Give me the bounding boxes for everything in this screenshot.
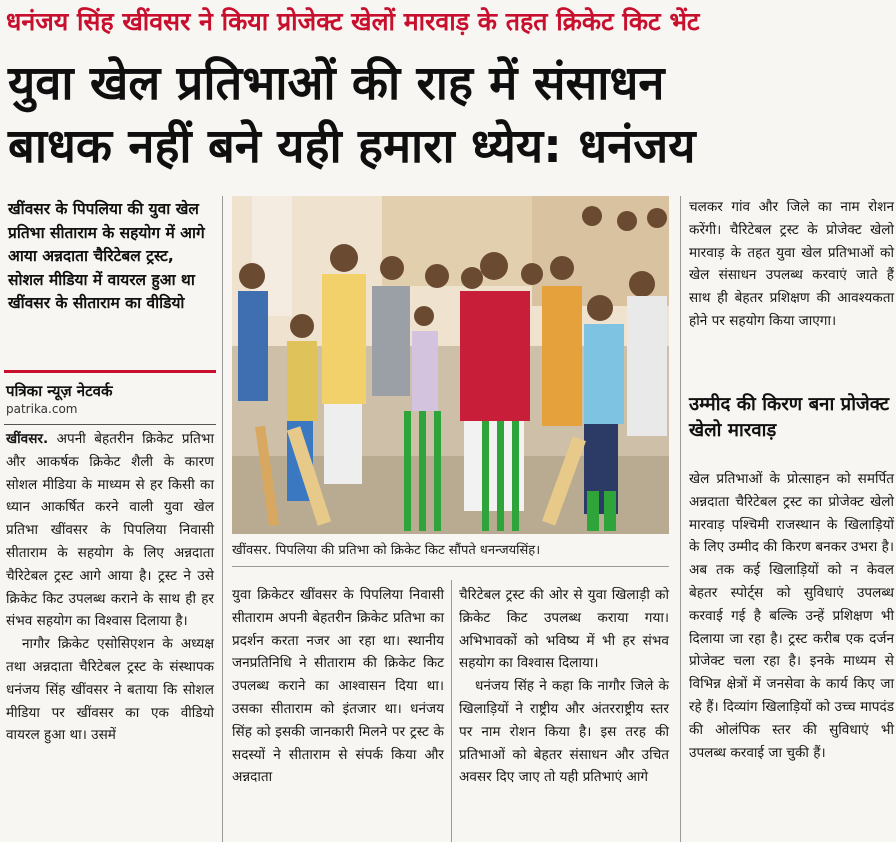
divider-thin (4, 424, 216, 425)
kicker-headline: धनंजय सिंह खींवसर ने किया प्रोजेक्ट खेलों मारवाड़ के तहत क्रिकेट किट भेंट (6, 7, 700, 36)
col4-paragraph-2: खेल प्रतिभाओं के प्रोत्साहन को समर्पित अन्नदाता चैरिटेबल ट्रस्ट का प्रोजेक्ट खेलो मारवाड़ पश्चिमी राजस्थान के खिलाड़ियों के लिए उम्मीद की किरण बनकर उभरा है। अब तक कई खिलाड़ियों को न केवल बेहतर स्पोर्ट्स को सुविधाएं उपलब्ध करवाई गई है बल्कि उन्हें प्रशिक्षण भी दिलाया जा रहा है। ट्रस्ट करीब एक दर्जन प्रोजेक्ट चला रहा है। इनके माध्यम से विभिन्न क्षेत्रों में जनसेवा के कार्य किए जा रहे हैं। दिव्यांग खिलाड़ियों को उच्च मापदंड की ओलंपिक स्तर की सुविधाएं भी उपलब्ध करवाई जा चुकी हैं। (689, 471, 894, 761)
dateline: खींवसर. (6, 431, 49, 447)
article-column-1 (6, 428, 214, 747)
col3-paragraph-2: धनंजय सिंह ने कहा कि नागौर जिले के खिलाड़ियों ने राष्ट्रीय और अंतरराष्ट्रीय स्तर पर नाम रोशन किया है। इस तरह की प्रतिभाओं को बेहतर संसाधन और उचित अवसर दिए जाए तो यही प्रतिभाएं आगे (459, 678, 669, 786)
article-column-4-top (689, 196, 894, 333)
photo-caption: खींवसर. पिपलिया की प्रतिभा को क्रिकेट किट सौंपते धनन्जयसिंह। (232, 543, 541, 558)
article-column-4-bottom (689, 468, 894, 764)
byline-site: patrika.com (6, 402, 78, 416)
main-headline (8, 52, 888, 178)
article-column-3 (459, 584, 669, 789)
col3-paragraph-1: चैरिटेबल ट्रस्ट की ओर से युवा खिलाड़ी को क्रिकेट किट उपलब्ध कराया गया। अभिभावकों को भविष्य में भी हर संभव सहयोग का विश्वास दिलाया। (459, 587, 669, 672)
col4-paragraph-1: चलकर गांव और जिले का नाम रोशन करेंगी। चैरिटेबल ट्रस्ट के प्रोजेक्ट खेलो मारवाड़ के तहत युवा खेल प्रतिभाओं को खेल संसाधन उपलब्ध करवाएं जाते हैं साथ ही बेहतर प्रशिक्षण की आवश्यकता होने पर सहयोग किया जाएगा। (689, 199, 894, 329)
headline-line-2: बाधक नहीं बने यही हमारा ध्येय: धनंजय (8, 119, 696, 174)
divider-red (4, 370, 216, 373)
headline-line-1: युवा खेल प्रतिभाओं की राह में संसाधन (8, 56, 665, 111)
column-rule-1 (222, 196, 223, 842)
photo-illustration (232, 196, 669, 534)
caption-rule (232, 566, 669, 567)
col1-paragraph-1 (6, 428, 214, 633)
column-rule-3 (680, 196, 681, 842)
byline: पत्रिका न्यूज़ नेटवर्क (6, 382, 113, 400)
news-photo (232, 196, 669, 534)
col1-paragraph-2: नागौर क्रिकेट एसोसिएशन के अध्यक्ष तथा अन्नदाता चैरिटेबल ट्रस्ट के संस्थापक धनंजय सिंह खींवसर ने बताया कि सोशल मीडिया पर खींवसर का एक वीडियो वायरल हुआ था। उसमें (6, 636, 214, 744)
col2-paragraph: युवा क्रिकेटर खींवसर के पिपलिया निवासी सीताराम अपनी बेहतरीन क्रिकेट प्रतिभा का प्रदर्शन करता नजर आ रहा था। स्थानीय जनप्रतिनिधि ने सीताराम की क्रिकेट किट उपलब्ध कराने का आश्वासन दिया था। उसका सीताराम को इंतजार था। धनंजय सिंह को इसकी जानकारी मिलने पर ट्रस्ट के सदस्यों ने सीताराम से संपर्क किया और अन्नदाता (232, 587, 444, 786)
column-rule-2 (451, 580, 452, 842)
subheading: उम्मीद की किरण बना प्रोजेक्ट खेलो मारवाड़ (689, 394, 890, 441)
article-column-2 (232, 584, 444, 789)
col1-p1-text: अपनी बेहतरीन क्रिकेट प्रतिभा और आकर्षक क्रिकेट शैली के कारण सोशल मीडिया के माध्यम से हर किसी का ध्यान आकर्षित करने वाली युवा खेल प्रतिभा खींवसर के पिपलिया निवासी सीताराम के सहयोग के लिए अन्नदाता चैरिटेबल ट्रस्ट आगे आया है। ट्रस्ट ने उसे क्रिकेट किट उपलब्ध कराने के साथ ही हर संभव सहयोग का विश्वास दिलाया है। (6, 431, 214, 630)
deck-summary: खींवसर के पिपलिया की युवा खेल प्रतिभा सीताराम के सहयोग में आगे आया अन्नदाता चैरिटेबल ट्रस्ट, सोशल मीडिया में वायरल हुआ था खींवसर के सीताराम का वीडियो (8, 200, 205, 312)
